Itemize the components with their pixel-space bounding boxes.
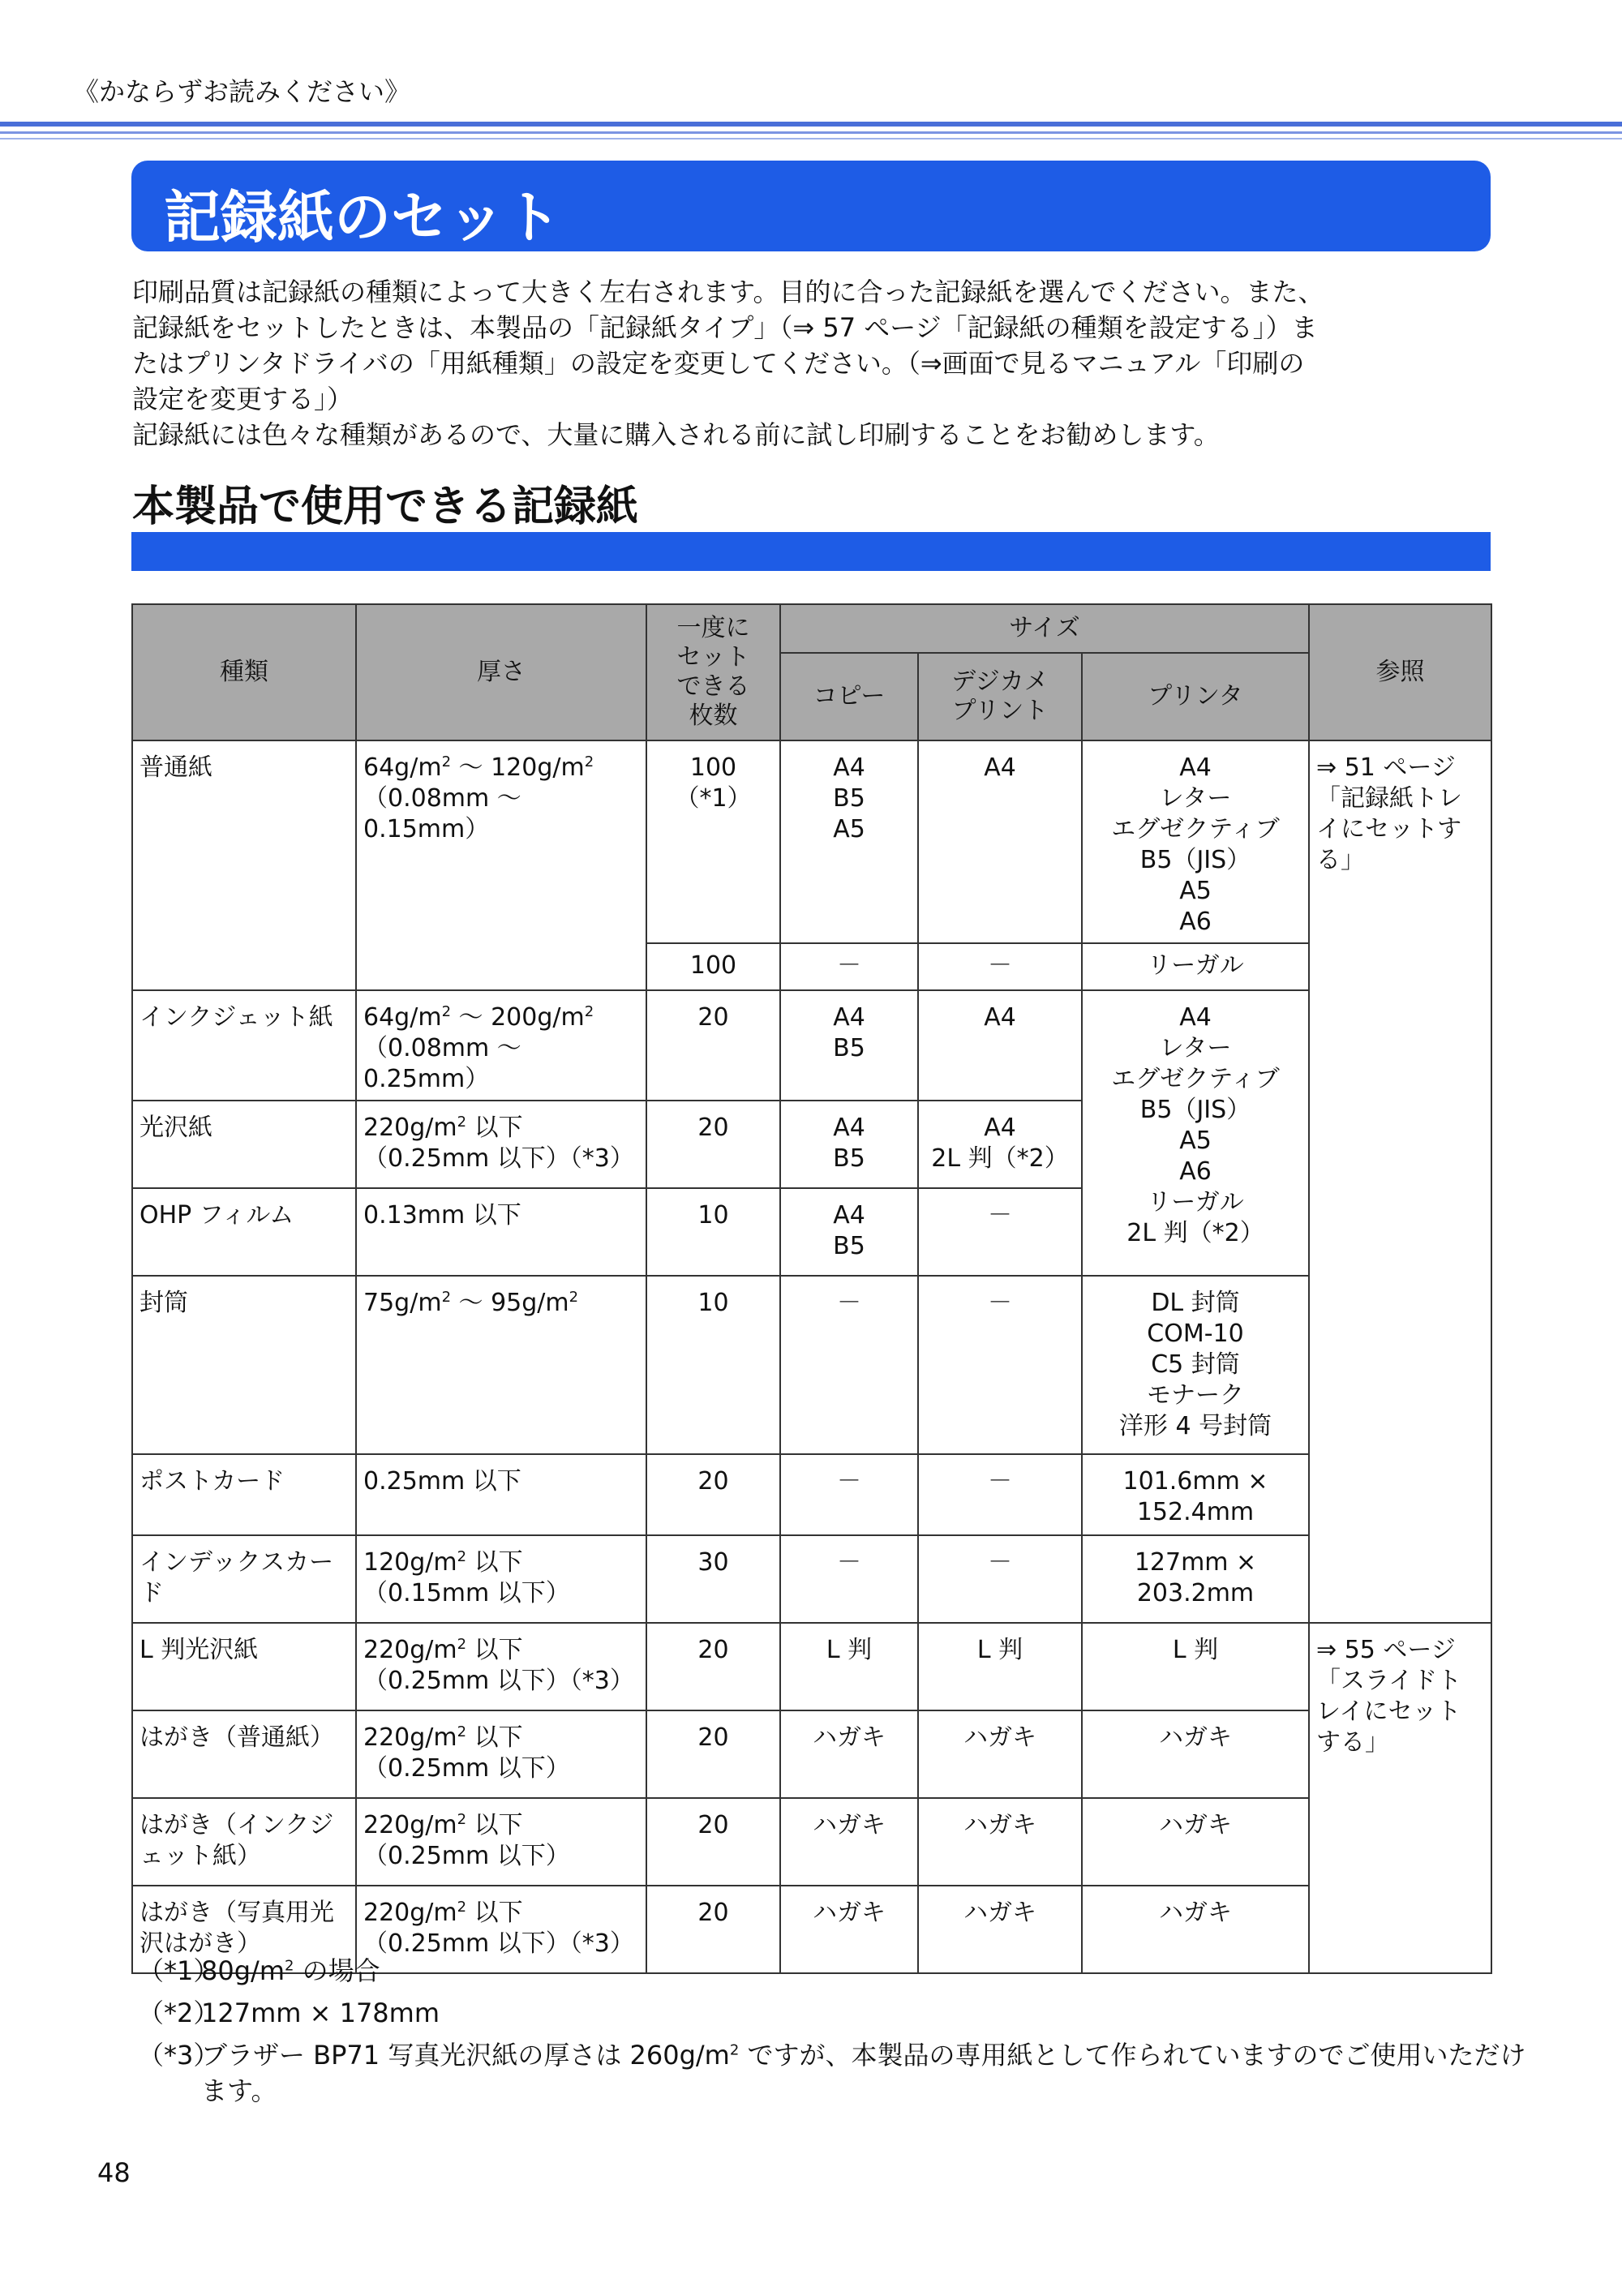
- header-thickness: 厚さ: [356, 604, 646, 740]
- cell-digicam: －: [918, 1276, 1082, 1454]
- superscript: 2: [584, 1003, 594, 1020]
- footnote-label: （*3）: [138, 2040, 220, 2071]
- size-line: B5: [833, 784, 865, 813]
- cell-type: ポストカード: [132, 1454, 356, 1535]
- thickness-mm: （0.25mm 以下）: [363, 1842, 570, 1870]
- cell-type: 普通紙: [132, 740, 356, 990]
- cell-copy: －: [780, 1535, 918, 1623]
- superscript: 2: [457, 1548, 467, 1565]
- table-row: [132, 1710, 1491, 1798]
- header-digicam-line: デジカメ: [951, 667, 1049, 696]
- thickness-text: 以下: [466, 1114, 523, 1142]
- size-line: A4: [1179, 753, 1212, 782]
- cell-count: 10: [646, 1188, 780, 1276]
- thickness-weight: [363, 1547, 639, 1578]
- thickness-text: 220g/m: [363, 1723, 457, 1752]
- cell-copy: －: [780, 943, 918, 990]
- header-printer: プリンタ: [1082, 653, 1309, 740]
- cell-printer: [1082, 1454, 1309, 1535]
- ref-line: ⇒ 55 ページ: [1316, 1636, 1456, 1664]
- thickness-text: 64g/m: [363, 753, 442, 782]
- size-line: B5: [833, 1034, 865, 1062]
- cell-type: OHP フィルム: [132, 1188, 356, 1276]
- cell-count: 20: [646, 1101, 780, 1188]
- size-line: 洋形 4 号封筒: [1118, 1412, 1272, 1440]
- cell-thickness: [356, 1101, 646, 1188]
- thickness-mm: （0.15mm 以下）: [363, 1579, 570, 1607]
- cell-digicam: A4: [918, 740, 1082, 943]
- cell-type: インデックスカード: [132, 1535, 356, 1623]
- intro-paragraph: [132, 274, 1495, 453]
- superscript: 2: [569, 1289, 579, 1306]
- cell-thickness: [356, 1535, 646, 1623]
- thickness-mm: （0.25mm 以下）（*3）: [363, 1144, 634, 1173]
- cell-digicam: －: [918, 1188, 1082, 1276]
- header-type: 種類: [132, 604, 356, 740]
- cell-copy: [780, 740, 918, 943]
- cell-printer: [1082, 1276, 1309, 1454]
- cell-copy: L 判: [780, 1623, 918, 1710]
- size-line: A4: [833, 1201, 865, 1230]
- thickness-text: 120g/m: [363, 1548, 457, 1577]
- superscript: 2: [729, 2041, 740, 2059]
- cell-copy: ハガキ: [780, 1886, 918, 1973]
- thickness-text: 以下: [466, 1899, 523, 1927]
- superscript: 2: [441, 1289, 452, 1306]
- size-line: B5（JIS）: [1139, 1096, 1251, 1124]
- ref-line: ⇒ 51 ページ: [1316, 753, 1456, 782]
- superscript: 2: [284, 1957, 294, 1975]
- size-line: リーガル: [1147, 1188, 1244, 1217]
- size-line: COM-10: [1147, 1320, 1244, 1348]
- count-line: 100: [689, 753, 737, 782]
- header-copy: コピー: [780, 653, 918, 740]
- cell-printer: ハガキ: [1082, 1886, 1309, 1973]
- intro-line: 記録紙には色々な種類があるので、大量に購入される前に試し印刷することをお勧めします。: [132, 419, 1220, 450]
- superscript: 2: [584, 753, 594, 770]
- table-row: [132, 1276, 1491, 1454]
- size-line: A4: [833, 753, 865, 782]
- table-row: [132, 740, 1491, 943]
- thickness-text: 以下: [466, 1723, 523, 1752]
- cell-type: はがき（インクジェット紙）: [132, 1798, 356, 1886]
- header-count-line: 一度に: [676, 614, 750, 642]
- cell-type: L 判光沢紙: [132, 1623, 356, 1710]
- header-note: 《かならずお読みください》: [73, 76, 411, 107]
- superscript: 2: [457, 1723, 467, 1740]
- size-line: 2L 判（*2）: [931, 1144, 1069, 1173]
- intro-line: 記録紙をセットしたときは、本製品の「記録紙タイプ」（⇒ 57 ページ「記録紙の種類を設定する」）ま: [132, 312, 1318, 343]
- table-row: [132, 1454, 1491, 1535]
- thickness-weight: [363, 1002, 639, 1033]
- cell-count: 20: [646, 1454, 780, 1535]
- thickness-weight: [363, 1898, 639, 1929]
- superscript: 2: [457, 1811, 467, 1828]
- footnote-text: ですが、本製品の専用紙として作られていますのでご使用いただけます。: [201, 2040, 1526, 2106]
- cell-printer: ハガキ: [1082, 1798, 1309, 1886]
- cell-printer: [1082, 990, 1309, 1276]
- thickness-mm: （0.08mm ～ 0.15mm）: [363, 784, 521, 843]
- thickness-weight: [363, 753, 639, 783]
- size-line: エグゼクティブ: [1111, 815, 1280, 843]
- cell-thickness: [356, 1623, 646, 1710]
- table-row: [132, 1535, 1491, 1623]
- size-line: レター: [1159, 1034, 1232, 1062]
- cell-printer: ハガキ: [1082, 1710, 1309, 1798]
- thickness-weight: [363, 1635, 639, 1666]
- thickness-mm: （0.25mm 以下）（*3）: [363, 1929, 634, 1958]
- size-line: A6: [1179, 1157, 1212, 1186]
- size-line: レター: [1159, 784, 1232, 813]
- cell-digicam: [918, 1101, 1082, 1188]
- count-line: （*1）: [675, 784, 752, 813]
- size-line: 152.4mm: [1136, 1498, 1255, 1526]
- size-line: A5: [1179, 877, 1212, 905]
- cell-digicam: －: [918, 1535, 1082, 1623]
- cell-count: 100: [646, 943, 780, 990]
- cell-printer: [1082, 1535, 1309, 1623]
- cell-count: [646, 740, 780, 943]
- cell-printer: リーガル: [1082, 943, 1309, 990]
- cell-type: 封筒: [132, 1276, 356, 1454]
- thickness-text: 220g/m: [363, 1636, 457, 1664]
- cell-thickness: [356, 1798, 646, 1886]
- header-size: サイズ: [780, 604, 1309, 653]
- intro-line: 印刷品質は記録紙の種類によって大きく左右されます。目的に合った記録紙を選んでください。また、: [132, 277, 1324, 307]
- cell-copy: －: [780, 1276, 918, 1454]
- ref-line: 「記録紙トレイにセットする」: [1316, 784, 1463, 874]
- page-number: 48: [97, 2157, 131, 2188]
- cell-ref: [1309, 1623, 1491, 1973]
- size-line: 127mm ×: [1134, 1548, 1257, 1577]
- table-row: [132, 990, 1491, 1101]
- cell-digicam: ハガキ: [918, 1710, 1082, 1798]
- header-rule: [0, 122, 1622, 127]
- size-line: B5（JIS）: [1139, 846, 1251, 874]
- thickness-text: 220g/m: [363, 1899, 457, 1927]
- footnote-text: の場合: [294, 1955, 380, 1986]
- cell-thickness: [356, 740, 646, 990]
- title-bar: [131, 161, 1491, 251]
- size-line: DL 封筒: [1151, 1289, 1240, 1317]
- footnote-label: （*1）: [138, 1955, 220, 1986]
- cell-copy: ハガキ: [780, 1710, 918, 1798]
- cell-count: 20: [646, 990, 780, 1101]
- thickness-mm: （0.25mm 以下）（*3）: [363, 1667, 634, 1695]
- cell-count: 30: [646, 1535, 780, 1623]
- page-title: 記録紙のセット: [164, 184, 561, 251]
- thickness-text: 以下: [466, 1548, 523, 1577]
- cell-count: 20: [646, 1710, 780, 1798]
- cell-copy: ハガキ: [780, 1798, 918, 1886]
- header-count-line: セット: [676, 643, 750, 672]
- cell-printer: L 判: [1082, 1623, 1309, 1710]
- footnote-text: 80g/m: [201, 1955, 285, 1986]
- table-row: [132, 1623, 1491, 1710]
- cell-digicam: ハガキ: [918, 1886, 1082, 1973]
- size-line: 101.6mm ×: [1122, 1467, 1268, 1496]
- cell-type: インクジェット紙: [132, 990, 356, 1101]
- thickness-mm: （0.08mm ～ 0.25mm）: [363, 1034, 521, 1093]
- size-line: A4: [833, 1114, 865, 1142]
- thickness-text: 75g/m: [363, 1289, 442, 1317]
- ref-line: 「スライドトレイにセットする」: [1316, 1667, 1462, 1757]
- size-line: A4: [984, 1114, 1016, 1142]
- thickness-text: ～ 120g/m: [451, 753, 585, 782]
- cell-digicam: －: [918, 943, 1082, 990]
- thickness-text: 220g/m: [363, 1811, 457, 1839]
- footnote: [138, 1992, 1547, 2034]
- cell-digicam: ハガキ: [918, 1798, 1082, 1886]
- thickness-weight: [363, 1723, 639, 1753]
- size-line: A5: [833, 815, 865, 843]
- size-line: A5: [1179, 1127, 1212, 1155]
- paper-table: [131, 603, 1492, 1974]
- superscript: 2: [457, 1636, 467, 1653]
- superscript: 2: [457, 1899, 467, 1916]
- thickness-weight: [363, 1810, 639, 1841]
- cell-ref: [1309, 740, 1491, 1623]
- cell-type: はがき（普通紙）: [132, 1710, 356, 1798]
- cell-count: 20: [646, 1623, 780, 1710]
- section-bar: [131, 532, 1491, 571]
- cell-copy: [780, 1188, 918, 1276]
- cell-copy: [780, 1101, 918, 1188]
- cell-thickness: [356, 990, 646, 1101]
- superscript: 2: [441, 753, 452, 770]
- superscript: 2: [441, 1003, 452, 1020]
- thickness-weight: [363, 1113, 639, 1144]
- thickness-text: ～ 200g/m: [451, 1003, 585, 1032]
- size-line: C5 封筒: [1151, 1350, 1240, 1379]
- cell-count: 10: [646, 1276, 780, 1454]
- cell-count: 20: [646, 1798, 780, 1886]
- size-line: A4: [833, 1003, 865, 1032]
- footnote: [138, 2037, 1547, 2109]
- cell-copy: －: [780, 1454, 918, 1535]
- header-count-line: できる: [676, 672, 750, 701]
- size-line: B5: [833, 1232, 865, 1260]
- size-line: エグゼクティブ: [1111, 1065, 1280, 1093]
- cell-count: 20: [646, 1886, 780, 1973]
- cell-digicam: －: [918, 1454, 1082, 1535]
- header-ref: 参照: [1309, 604, 1491, 740]
- header-count: [646, 604, 780, 740]
- size-line: A4: [1179, 1003, 1212, 1032]
- cell-thickness: 0.13mm 以下: [356, 1188, 646, 1276]
- cell-type: はがき（写真用光沢はがき）: [132, 1886, 356, 1973]
- cell-thickness: [356, 1276, 646, 1454]
- cell-thickness: 0.25mm 以下: [356, 1454, 646, 1535]
- header-rule-thin: [0, 131, 1622, 134]
- size-line: 2L 判（*2）: [1126, 1219, 1264, 1247]
- thickness-mm: （0.25mm 以下）: [363, 1754, 570, 1783]
- cell-copy: [780, 990, 918, 1101]
- size-line: A6: [1179, 908, 1212, 936]
- cell-thickness: [356, 1710, 646, 1798]
- size-line: 203.2mm: [1136, 1579, 1255, 1607]
- footnotes: [138, 1950, 1547, 2109]
- footnote: [138, 1950, 1547, 1992]
- thickness-text: ～ 95g/m: [451, 1289, 569, 1317]
- cell-type: 光沢紙: [132, 1101, 356, 1188]
- header-rule-thinner: [0, 138, 1622, 139]
- header-count-line: 枚数: [689, 702, 738, 730]
- thickness-text: 以下: [466, 1811, 523, 1839]
- size-line: B5: [833, 1144, 865, 1173]
- thickness-text: 以下: [466, 1636, 523, 1664]
- header-digicam: [918, 653, 1082, 740]
- cell-digicam: L 判: [918, 1623, 1082, 1710]
- size-line: モナーク: [1147, 1381, 1244, 1410]
- table-row: [132, 1798, 1491, 1886]
- superscript: 2: [457, 1114, 467, 1131]
- cell-digicam: A4: [918, 990, 1082, 1101]
- thickness-text: 64g/m: [363, 1003, 442, 1032]
- header-digicam-line: プリント: [951, 697, 1049, 725]
- footnote-label: （*2）: [138, 1998, 220, 2028]
- cell-printer: [1082, 740, 1309, 943]
- intro-line: たはプリンタドライバの「用紙種類」の設定を変更してください。（⇒画面で見るマニュアル「印刷の: [132, 348, 1305, 379]
- footnote-text: ブラザー BP71 写真光沢紙の厚さは 260g/m: [201, 2040, 730, 2071]
- footnote-text: 127mm × 178mm: [201, 1998, 440, 2028]
- section-title: 本製品で使用できる記録紙: [132, 483, 639, 531]
- intro-line: 設定を変更する」）: [132, 384, 354, 414]
- thickness-text: 220g/m: [363, 1114, 457, 1142]
